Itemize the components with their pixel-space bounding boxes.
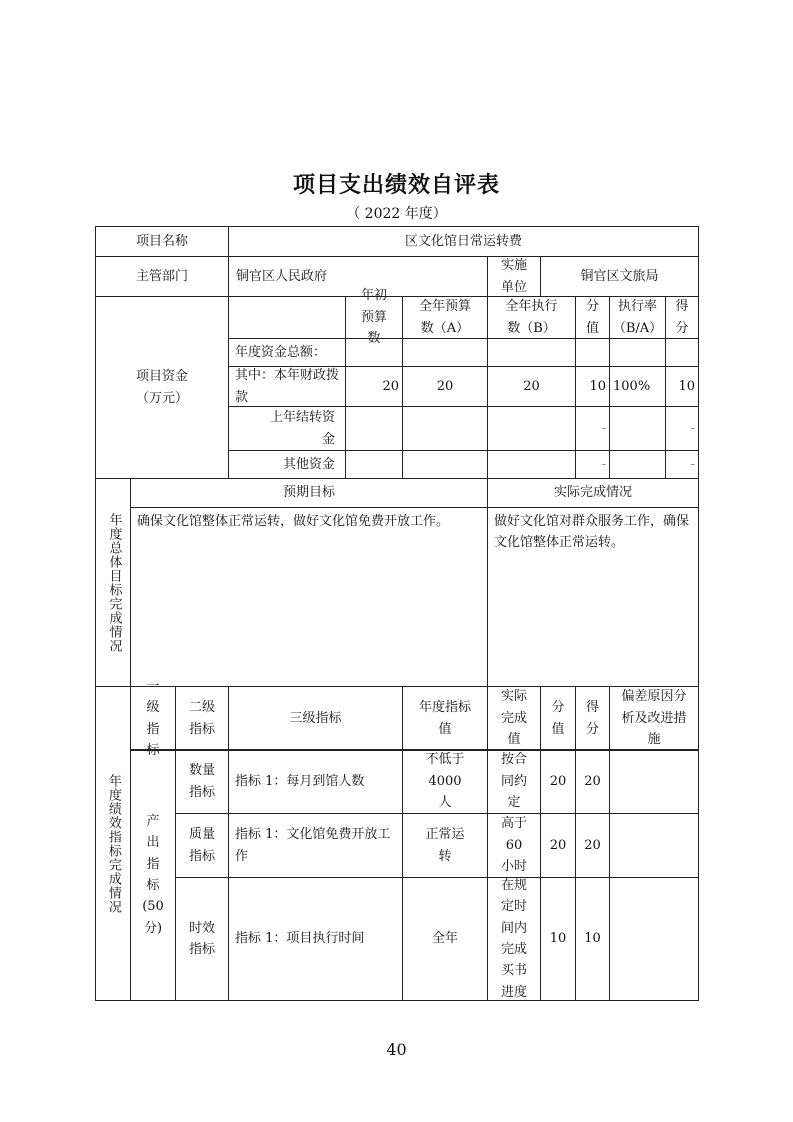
year-line: （ 2022 年度） — [346, 206, 447, 222]
funds-header: 得分 — [665, 296, 699, 339]
dept-label: 主管部门 — [95, 256, 229, 297]
funds-cell — [402, 450, 488, 479]
funds-cell: 20 — [345, 366, 403, 407]
funds-cell: 20 — [402, 366, 488, 407]
goals-label: 年度总体目标完成情况 — [95, 478, 131, 687]
funds-header: 执行率（B/A） — [609, 296, 666, 339]
indicator-score: 10 — [575, 877, 610, 1001]
indicator-header: 分值 — [540, 686, 576, 751]
actual-completion-header: 实际完成情况 — [487, 478, 699, 508]
indicator-score_max: 20 — [540, 813, 576, 878]
funds-cell — [609, 450, 666, 479]
indicator-l2: 数量指标 — [175, 749, 229, 814]
funds-cell — [402, 406, 488, 451]
funds-header: 年初预算数 — [345, 296, 403, 339]
indicator-score: 20 — [575, 813, 610, 878]
indicator-l2: 质量指标 — [175, 813, 229, 878]
funds-header: 全年预算数（A） — [402, 296, 488, 339]
indicator-header: 偏差原因分析及改进措施 — [609, 686, 699, 751]
indicator-target: 全年 — [402, 877, 488, 1001]
funds-cell — [487, 406, 576, 451]
actual-completion-text: 做好文化馆对群众服务工作，确保文化馆整体正常运转。 — [487, 507, 699, 687]
indicator-header: 三级指标 — [228, 686, 403, 751]
funds-cell — [345, 338, 403, 367]
indicator-note — [609, 877, 699, 1001]
expected-goal-text: 确保文化馆整体正常运转，做好文化馆免费开放工作。 — [130, 507, 488, 687]
funds-cell — [575, 338, 610, 367]
indicator-l3: 指标 1：项目执行时间 — [228, 877, 403, 1001]
indicator-l2: 时效指标 — [175, 877, 229, 1001]
funds-cell — [487, 338, 576, 367]
funds-cell — [345, 406, 403, 451]
indicator-actual: 在规定时间内完成买书进度 — [487, 877, 541, 1001]
funds-cell: 100% — [609, 366, 666, 407]
indicator-l3: 指标 1：每月到馆人数 — [228, 749, 403, 814]
indicator-header: 年度指标值 — [402, 686, 488, 751]
indicator-actual: 按合同约定 — [487, 749, 541, 814]
funds-cell: - — [575, 406, 610, 451]
indicator-header: 实际完成值 — [487, 686, 541, 751]
funds-cell: 20 — [487, 366, 576, 407]
funds-cell — [609, 338, 666, 367]
indicator-note — [609, 749, 699, 814]
level1-indicator: 产出指标(50分) — [130, 749, 176, 1001]
indicator-l3: 指标 1：文化馆免费开放工作 — [228, 813, 403, 878]
funds-cell: 10 — [665, 366, 699, 407]
funds-cell — [345, 450, 403, 479]
funds-row-name: 其他资金 — [228, 450, 346, 479]
document-title: 项目支出绩效自评表 — [292, 172, 500, 198]
indicator-score_max: 20 — [540, 749, 576, 814]
funds-header: 全年执行数（B） — [487, 296, 576, 339]
impl-label: 实施单位 — [487, 256, 541, 297]
funds-cell — [487, 450, 576, 479]
indicator-header: 一级指标 — [130, 686, 176, 751]
funds-row-name: 其中：本年财政拨款 — [228, 366, 346, 407]
funds-header-blank — [228, 296, 346, 339]
funds-header: 分值 — [575, 296, 610, 339]
funds-cell: - — [665, 406, 699, 451]
indicator-score_max: 10 — [540, 877, 576, 1001]
dept-value: 铜官区人民政府 — [228, 256, 488, 297]
impl-value: 铜官区文旅局 — [540, 256, 699, 297]
funds-cell — [665, 338, 699, 367]
indicator-target: 不低于4000 人 — [402, 749, 488, 814]
expected-goal-header: 预期目标 — [130, 478, 488, 508]
page-number: 40 — [386, 1040, 407, 1059]
funds-row-name: 年度资金总额： — [228, 338, 346, 367]
indicator-header: 得分 — [575, 686, 610, 751]
funds-row-name: 上年结转资金 — [228, 406, 346, 451]
indicator-score: 20 — [575, 749, 610, 814]
indicator-note — [609, 813, 699, 878]
indicators-label: 年度绩效指标完成情况 — [95, 686, 131, 1001]
funds-cell — [402, 338, 488, 367]
funds-label: 项目资金（万元） — [95, 296, 229, 479]
indicator-header: 二级指标 — [175, 686, 229, 751]
project-name-value: 区文化馆日常运转费 — [228, 226, 699, 257]
funds-cell: - — [575, 450, 610, 479]
project-name-label: 项目名称 — [95, 226, 229, 257]
funds-cell: - — [665, 450, 699, 479]
indicator-actual: 高于60 小时 — [487, 813, 541, 878]
indicator-target: 正常运转 — [402, 813, 488, 878]
funds-cell: 10 — [575, 366, 610, 407]
funds-cell — [609, 406, 666, 451]
